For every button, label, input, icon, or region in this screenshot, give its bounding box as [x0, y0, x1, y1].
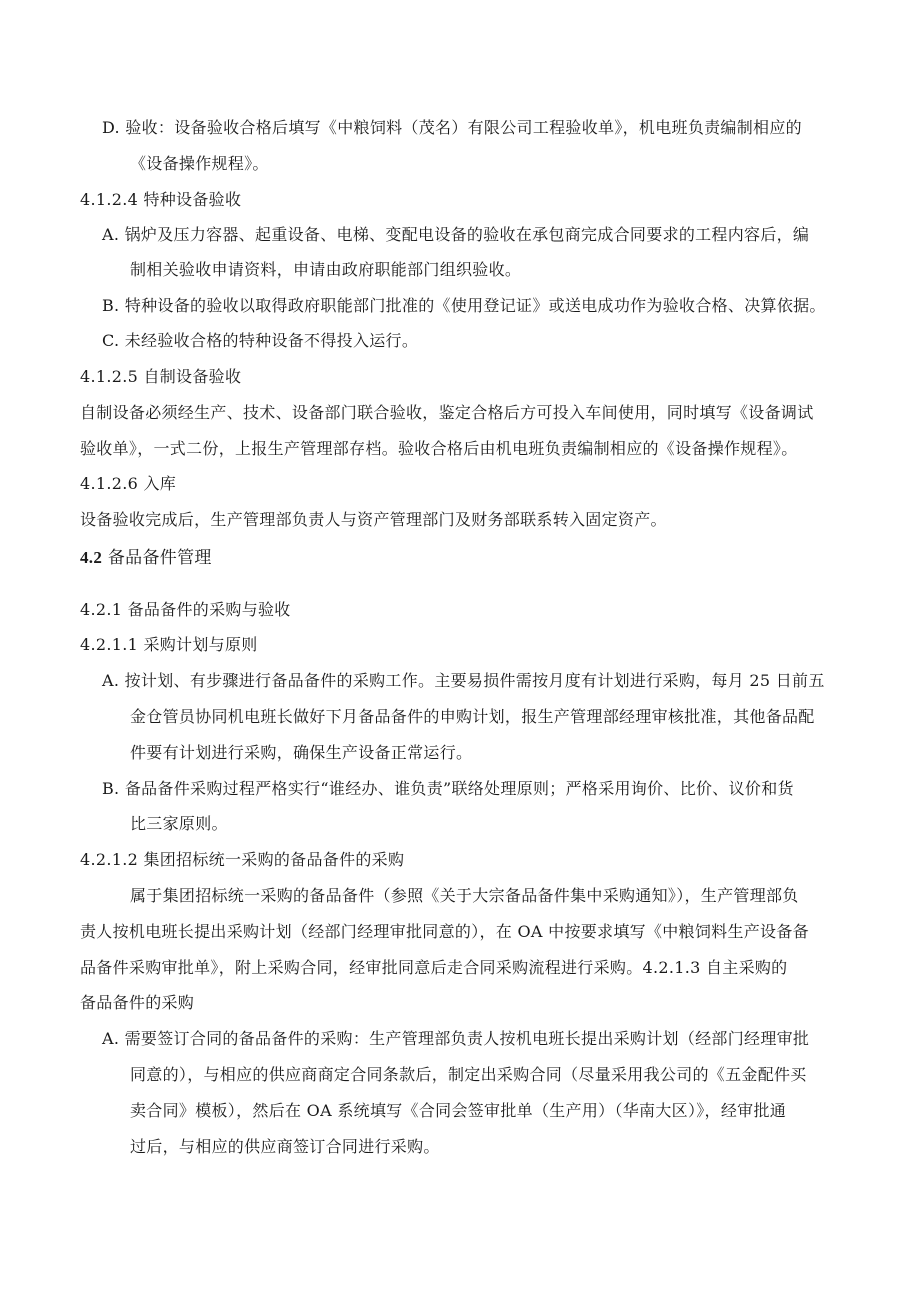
paragraph-line: A. 锅炉及压力容器、起重设备、电梯、变配电设备的验收在承包商完成合同要求的工程内容后，编	[102, 225, 810, 244]
paragraph-line: 责人按机电班长提出采购计划（经部门经理审批同意的），在 OA 中按要求填写《中粮饲料生产设备备	[80, 922, 809, 941]
paragraph-line: 金仓管员协同机电班长做好下月备品备件的申购计划，报生产管理部经理审核批准，其他备品配	[130, 707, 815, 726]
paragraph-line: A. 需要签订合同的备品备件的采购：生产管理部负责人按机电班长提出采购计划（经部门经理审批	[102, 1029, 810, 1048]
section-heading: 4.1.2.6 入库	[80, 474, 177, 493]
section-heading: 4.2.1.2 集团招标统一采购的备品备件的采购	[80, 850, 405, 869]
paragraph-line: 品备件采购审批单》，附上采购合同，经审批同意后走合同采购流程进行采购。4.2.1.3 自主采购的	[80, 958, 788, 977]
paragraph-line: 过后，与相应的供应商签订合同进行采购。	[130, 1137, 440, 1156]
paragraph-line: C. 未经验收合格的特种设备不得投入运行。	[102, 331, 419, 350]
paragraph-line: 设备验收完成后，生产管理部负责人与资产管理部门及财务部联系转入固定资产。	[80, 510, 667, 529]
paragraph-line: 验收单》，一式二份，上报生产管理部存档。验收合格后由机电班负责编制相应的《设备操作规程》。	[80, 439, 798, 458]
paragraph-line: B. 特种设备的验收以取得政府职能部门批准的《使用登记证》或送电成功作为验收合格、决算依据。	[102, 296, 826, 315]
paragraph-line: 《设备操作规程》。	[130, 154, 269, 173]
section-heading: 4.2.1.1 采购计划与原则	[80, 635, 258, 654]
paragraph-line: 自制设备必须经生产、技术、设备部门联合验收，鉴定合格后方可投入车间使用，同时填写《设备调试	[80, 403, 814, 422]
chapter-heading	[80, 547, 212, 569]
paragraph-line: B. 备品备件采购过程严格实行“谁经办、谁负责”联络处理原则；严格采用询价、比价、议价和货	[102, 779, 794, 798]
section-heading: 4.2.1 备品备件的采购与验收	[80, 600, 291, 619]
paragraph-line: 备品备件的采购	[80, 993, 195, 1012]
paragraph-line: 件要有计划进行采购，确保生产设备正常运行。	[130, 743, 473, 762]
paragraph-line: 属于集团招标统一采购的备品备件（参照《关于大宗备品备件集中采购通知》），生产管理部负	[130, 886, 799, 905]
section-heading: 4.1.2.4 特种设备验收	[80, 190, 242, 209]
chapter-number: 4.2	[80, 548, 103, 567]
chapter-title: 备品备件管理	[107, 548, 212, 568]
paragraph-line: 比三家原则。	[130, 814, 228, 833]
paragraph-line: 卖合同》模板），然后在 OA 系统填写《合同会签审批单（生产用）（华南大区）》，经审批通	[130, 1101, 787, 1120]
paragraph-line: 同意的），与相应的供应商商定合同条款后，制定出采购合同（尽量采用我公司的《五金配件买	[130, 1065, 807, 1084]
paragraph-line: D. 验收：设备验收合格后填写《中粮饲料（茂名）有限公司工程验收单》，机电班负责编制相应的	[102, 118, 802, 137]
section-heading: 4.1.2.5 自制设备验收	[80, 367, 242, 386]
paragraph-line: 制相关验收申请资料，申请由政府职能部门组织验收。	[130, 260, 522, 279]
paragraph-line: A. 按计划、有步骤进行备品备件的采购工作。主要易损件需按月度有计划进行采购，每月 25 日前五	[102, 671, 825, 690]
